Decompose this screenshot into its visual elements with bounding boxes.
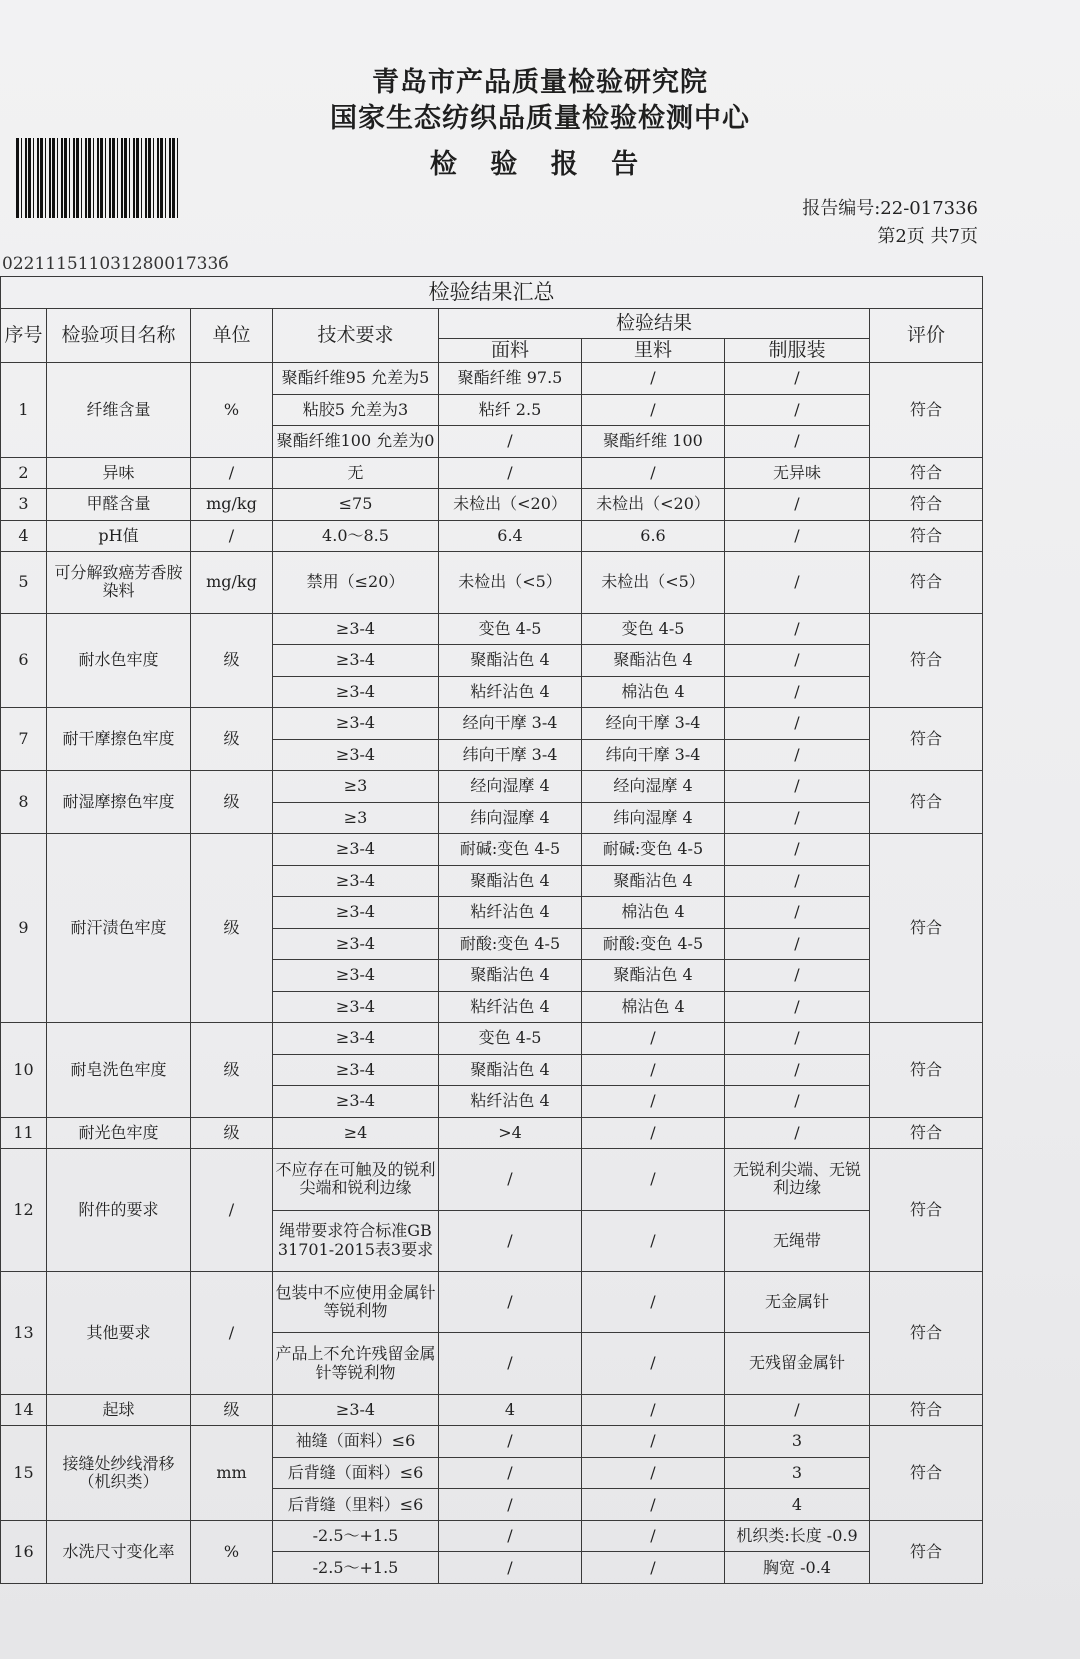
table-row <box>1 1117 983 1149</box>
garment-result-cell: / <box>725 708 870 740</box>
garment-result-cell: 胸宽 -0.4 <box>725 1552 870 1584</box>
fabric-result-cell: 聚酯沾色 4 <box>439 865 582 897</box>
evaluation-cell: 符合 <box>870 552 983 613</box>
table-title: 检验结果汇总 <box>1 277 983 309</box>
table-row <box>1 457 983 489</box>
lining-result-cell: 经向湿摩 4 <box>582 771 725 803</box>
item-name: 可分解致癌芳香胺染料 <box>47 552 191 613</box>
evaluation-cell: 符合 <box>870 1394 983 1426</box>
requirement-cell: ≥3-4 <box>273 991 439 1023</box>
garment-result-cell: 无锐利尖端、无锐利边缘 <box>725 1149 870 1210</box>
garment-result-cell: / <box>725 613 870 645</box>
item-seq: 11 <box>1 1117 47 1149</box>
item-unit: 级 <box>191 834 273 1023</box>
item-seq: 12 <box>1 1149 47 1272</box>
requirement-cell: ≥3-4 <box>273 645 439 677</box>
fabric-result-cell: 粘纤沾色 4 <box>439 991 582 1023</box>
org-name-2: 国家生态纺织品质量检验检测中心 <box>330 103 750 134</box>
fabric-result-cell: / <box>439 1426 582 1458</box>
evaluation-cell: 符合 <box>870 1117 983 1149</box>
evaluation-cell: 符合 <box>870 1023 983 1118</box>
item-seq: 15 <box>1 1426 47 1521</box>
table-row <box>1 1023 983 1055</box>
evaluation-cell: 符合 <box>870 1426 983 1521</box>
lining-result-cell: 6.6 <box>582 520 725 552</box>
lining-result-cell: 经向干摩 3-4 <box>582 708 725 740</box>
header-requirement: 技术要求 <box>273 309 439 363</box>
lining-result-cell: / <box>582 394 725 426</box>
fabric-result-cell: / <box>439 457 582 489</box>
item-unit: mm <box>191 1426 273 1521</box>
item-name: 耐光色牢度 <box>47 1117 191 1149</box>
lining-result-cell: / <box>582 1054 725 1086</box>
header-lining: 里料 <box>582 339 725 363</box>
item-name: 起球 <box>47 1394 191 1426</box>
item-unit: / <box>191 1149 273 1272</box>
header-result: 检验结果 <box>439 309 870 339</box>
fabric-result-cell: / <box>439 1149 582 1210</box>
header-evaluation: 评价 <box>870 309 983 363</box>
requirement-cell: ≥3-4 <box>273 676 439 708</box>
lining-result-cell: 棉沾色 4 <box>582 897 725 929</box>
item-unit: % <box>191 1520 273 1583</box>
lining-result-cell: 未检出（<20） <box>582 489 725 521</box>
evaluation-cell: 符合 <box>870 613 983 708</box>
evaluation-cell: 符合 <box>870 489 983 521</box>
lining-result-cell: / <box>582 363 725 395</box>
garment-result-cell: / <box>725 520 870 552</box>
item-unit: 级 <box>191 708 273 771</box>
item-unit: / <box>191 520 273 552</box>
garment-result-cell: / <box>725 739 870 771</box>
lining-result-cell: / <box>582 1023 725 1055</box>
header-unit: 单位 <box>191 309 273 363</box>
garment-result-cell: / <box>725 363 870 395</box>
requirement-cell: 产品上不允许残留金属针等锐利物 <box>273 1333 439 1394</box>
table-row <box>1 1394 983 1426</box>
evaluation-cell: 符合 <box>870 1149 983 1272</box>
fabric-result-cell: / <box>439 1210 582 1271</box>
item-seq: 1 <box>1 363 47 458</box>
requirement-cell: 包装中不应使用金属针等锐利物 <box>273 1272 439 1333</box>
requirement-cell: 后背缝（里料）≤6 <box>273 1489 439 1521</box>
fabric-result-cell: 粘纤 2.5 <box>439 394 582 426</box>
fabric-result-cell: 4 <box>439 1394 582 1426</box>
garment-result-cell: / <box>725 802 870 834</box>
fabric-result-cell: 耐碱:变色 4-5 <box>439 834 582 866</box>
results-table <box>0 276 983 1584</box>
table-row <box>1 1426 983 1458</box>
lining-result-cell: 棉沾色 4 <box>582 676 725 708</box>
evaluation-cell: 符合 <box>870 1520 983 1583</box>
garment-result-cell: / <box>725 394 870 426</box>
garment-result-cell: / <box>725 960 870 992</box>
fabric-result-cell: / <box>439 1552 582 1584</box>
garment-result-cell: / <box>725 489 870 521</box>
fabric-result-cell: 聚酯沾色 4 <box>439 1054 582 1086</box>
fabric-result-cell: / <box>439 1489 582 1521</box>
item-unit: % <box>191 363 273 458</box>
evaluation-cell: 符合 <box>870 771 983 834</box>
requirement-cell: ≥3-4 <box>273 1023 439 1055</box>
header-seq: 序号 <box>1 309 47 363</box>
requirement-cell: 4.0～8.5 <box>273 520 439 552</box>
table-row <box>1 489 983 521</box>
garment-result-cell: 机织类:长度 -0.9 <box>725 1520 870 1552</box>
lining-result-cell: / <box>582 1520 725 1552</box>
item-name: pH值 <box>47 520 191 552</box>
table-row <box>1 708 983 740</box>
item-name: 耐湿摩擦色牢度 <box>47 771 191 834</box>
lining-result-cell: 纬向湿摩 4 <box>582 802 725 834</box>
lining-result-cell: 棉沾色 4 <box>582 991 725 1023</box>
fabric-result-cell: 变色 4-5 <box>439 1023 582 1055</box>
lining-result-cell: / <box>582 457 725 489</box>
item-seq: 9 <box>1 834 47 1023</box>
garment-result-cell: 3 <box>725 1426 870 1458</box>
requirement-cell: ≥3-4 <box>273 865 439 897</box>
item-seq: 2 <box>1 457 47 489</box>
header-item: 检验项目名称 <box>47 309 191 363</box>
garment-result-cell: 无残留金属针 <box>725 1333 870 1394</box>
requirement-cell: ≥3-4 <box>273 1394 439 1426</box>
fabric-result-cell: 聚酯沾色 4 <box>439 645 582 677</box>
garment-result-cell: / <box>725 991 870 1023</box>
fabric-result-cell: >4 <box>439 1117 582 1149</box>
item-seq: 3 <box>1 489 47 521</box>
garment-result-cell: 无异味 <box>725 457 870 489</box>
requirement-cell: 粘胶5 允差为3 <box>273 394 439 426</box>
lining-result-cell: 变色 4-5 <box>582 613 725 645</box>
requirement-cell: 无 <box>273 457 439 489</box>
fabric-result-cell: 未检出（<20） <box>439 489 582 521</box>
garment-result-cell: / <box>725 1086 870 1118</box>
header-fabric: 面料 <box>439 339 582 363</box>
fabric-result-cell: / <box>439 1520 582 1552</box>
requirement-cell: ≥3-4 <box>273 928 439 960</box>
item-name: 附件的要求 <box>47 1149 191 1272</box>
requirement-cell: ≥3-4 <box>273 834 439 866</box>
item-name: 纤维含量 <box>47 363 191 458</box>
requirement-cell: ≥3-4 <box>273 960 439 992</box>
results-body <box>1 363 983 1584</box>
item-unit: 级 <box>191 613 273 708</box>
lining-result-cell: / <box>582 1086 725 1118</box>
garment-result-cell: 无绳带 <box>725 1210 870 1271</box>
item-seq: 4 <box>1 520 47 552</box>
requirement-cell: 绳带要求符合标准GB 31701-2015表3要求 <box>273 1210 439 1271</box>
garment-result-cell: / <box>725 1394 870 1426</box>
garment-result-cell: / <box>725 1054 870 1086</box>
lining-result-cell: / <box>582 1333 725 1394</box>
evaluation-cell: 符合 <box>870 708 983 771</box>
item-name: 甲醛含量 <box>47 489 191 521</box>
garment-result-cell: / <box>725 897 870 929</box>
item-unit: mg/kg <box>191 489 273 521</box>
fabric-result-cell: 经向湿摩 4 <box>439 771 582 803</box>
evaluation-cell: 符合 <box>870 834 983 1023</box>
lining-result-cell: 聚酯纤维 100 <box>582 426 725 458</box>
serial-number: 02211151103128001733б <box>2 254 229 274</box>
lining-result-cell: 聚酯沾色 4 <box>582 960 725 992</box>
item-unit: / <box>191 457 273 489</box>
fabric-result-cell: 聚酯沾色 4 <box>439 960 582 992</box>
item-unit: / <box>191 1272 273 1395</box>
requirement-cell: ≥3 <box>273 802 439 834</box>
fabric-result-cell: 粘纤沾色 4 <box>439 676 582 708</box>
evaluation-cell: 符合 <box>870 363 983 458</box>
requirement-cell: -2.5～+1.5 <box>273 1552 439 1584</box>
requirement-cell: 聚酯纤维100 允差为0 <box>273 426 439 458</box>
fabric-result-cell: 纬向干摩 3-4 <box>439 739 582 771</box>
fabric-result-cell: 聚酯纤维 97.5 <box>439 363 582 395</box>
garment-result-cell: / <box>725 1117 870 1149</box>
garment-result-cell: / <box>725 928 870 960</box>
lining-result-cell: 未检出（<5） <box>582 552 725 613</box>
item-name: 水洗尺寸变化率 <box>47 1520 191 1583</box>
evaluation-cell: 符合 <box>870 457 983 489</box>
item-name: 耐水色牢度 <box>47 613 191 708</box>
page-info: 第2页 共7页 <box>877 226 978 247</box>
lining-result-cell: / <box>582 1272 725 1333</box>
report-number: 报告编号:22-017336 <box>802 198 978 219</box>
requirement-cell: ≥3-4 <box>273 897 439 929</box>
fabric-result-cell: 纬向湿摩 4 <box>439 802 582 834</box>
item-unit: 级 <box>191 1023 273 1118</box>
lining-result-cell: 耐碱:变色 4-5 <box>582 834 725 866</box>
garment-result-cell: / <box>725 865 870 897</box>
lining-result-cell: 聚酯沾色 4 <box>582 645 725 677</box>
table-row <box>1 363 983 395</box>
garment-result-cell: 3 <box>725 1457 870 1489</box>
requirement-cell: ≥3 <box>273 771 439 803</box>
item-name: 耐汗渍色牢度 <box>47 834 191 1023</box>
item-seq: 5 <box>1 552 47 613</box>
table-row <box>1 1520 983 1552</box>
table-row <box>1 613 983 645</box>
lining-result-cell: / <box>582 1117 725 1149</box>
requirement-cell: ≥3-4 <box>273 1086 439 1118</box>
garment-result-cell: 无金属针 <box>725 1272 870 1333</box>
table-row <box>1 1272 983 1333</box>
item-seq: 13 <box>1 1272 47 1395</box>
fabric-result-cell: / <box>439 1272 582 1333</box>
lining-result-cell: 耐酸:变色 4-5 <box>582 928 725 960</box>
fabric-result-cell: 耐酸:变色 4-5 <box>439 928 582 960</box>
lining-result-cell: / <box>582 1552 725 1584</box>
lining-result-cell: / <box>582 1210 725 1271</box>
org-name-1: 青岛市产品质量检验研究院 <box>372 67 708 98</box>
item-name: 耐干摩擦色牢度 <box>47 708 191 771</box>
item-seq: 16 <box>1 1520 47 1583</box>
lining-result-cell: / <box>582 1489 725 1521</box>
lining-result-cell: 纬向干摩 3-4 <box>582 739 725 771</box>
requirement-cell: ≥4 <box>273 1117 439 1149</box>
item-seq: 10 <box>1 1023 47 1118</box>
doc-title: 检 验 报 告 <box>429 149 651 180</box>
table-row <box>1 834 983 866</box>
item-unit: 级 <box>191 1394 273 1426</box>
garment-result-cell: / <box>725 676 870 708</box>
item-seq: 7 <box>1 708 47 771</box>
lining-result-cell: / <box>582 1149 725 1210</box>
lining-result-cell: / <box>582 1426 725 1458</box>
requirement-cell: ≥3-4 <box>273 708 439 740</box>
requirement-cell: ≥3-4 <box>273 1054 439 1086</box>
requirement-cell: 袖缝（面料）≤6 <box>273 1426 439 1458</box>
item-name: 接缝处纱线滑移（机织类） <box>47 1426 191 1521</box>
table-row <box>1 771 983 803</box>
requirement-cell: ≤75 <box>273 489 439 521</box>
item-name: 其他要求 <box>47 1272 191 1395</box>
header-garment: 制服装 <box>725 339 870 363</box>
evaluation-cell: 符合 <box>870 520 983 552</box>
fabric-result-cell: 粘纤沾色 4 <box>439 1086 582 1118</box>
fabric-result-cell: 6.4 <box>439 520 582 552</box>
garment-result-cell: 4 <box>725 1489 870 1521</box>
fabric-result-cell: 未检出（<5） <box>439 552 582 613</box>
garment-result-cell: / <box>725 426 870 458</box>
requirement-cell: 后背缝（面料）≤6 <box>273 1457 439 1489</box>
lining-result-cell: 聚酯沾色 4 <box>582 865 725 897</box>
fabric-result-cell: / <box>439 1457 582 1489</box>
requirement-cell: ≥3-4 <box>273 613 439 645</box>
table-row <box>1 520 983 552</box>
garment-result-cell: / <box>725 552 870 613</box>
requirement-cell: 禁用（≤20） <box>273 552 439 613</box>
lining-result-cell: / <box>582 1394 725 1426</box>
requirement-cell: ≥3-4 <box>273 739 439 771</box>
fabric-result-cell: 变色 4-5 <box>439 613 582 645</box>
item-seq: 14 <box>1 1394 47 1426</box>
garment-result-cell: / <box>725 645 870 677</box>
barcode-image <box>16 138 180 218</box>
evaluation-cell: 符合 <box>870 1272 983 1395</box>
lining-result-cell: / <box>582 1457 725 1489</box>
item-unit: 级 <box>191 771 273 834</box>
item-unit: mg/kg <box>191 552 273 613</box>
fabric-result-cell: / <box>439 426 582 458</box>
requirement-cell: 聚酯纤维95 允差为5 <box>273 363 439 395</box>
fabric-result-cell: 经向干摩 3-4 <box>439 708 582 740</box>
fabric-result-cell: 粘纤沾色 4 <box>439 897 582 929</box>
table-row <box>1 552 983 613</box>
garment-result-cell: / <box>725 771 870 803</box>
item-unit: 级 <box>191 1117 273 1149</box>
item-name: 异味 <box>47 457 191 489</box>
table-row <box>1 1149 983 1210</box>
item-name: 耐皂洗色牢度 <box>47 1023 191 1118</box>
item-seq: 8 <box>1 771 47 834</box>
requirement-cell: 不应存在可触及的锐利尖端和锐利边缘 <box>273 1149 439 1210</box>
garment-result-cell: / <box>725 834 870 866</box>
requirement-cell: -2.5～+1.5 <box>273 1520 439 1552</box>
item-seq: 6 <box>1 613 47 708</box>
garment-result-cell: / <box>725 1023 870 1055</box>
fabric-result-cell: / <box>439 1333 582 1394</box>
